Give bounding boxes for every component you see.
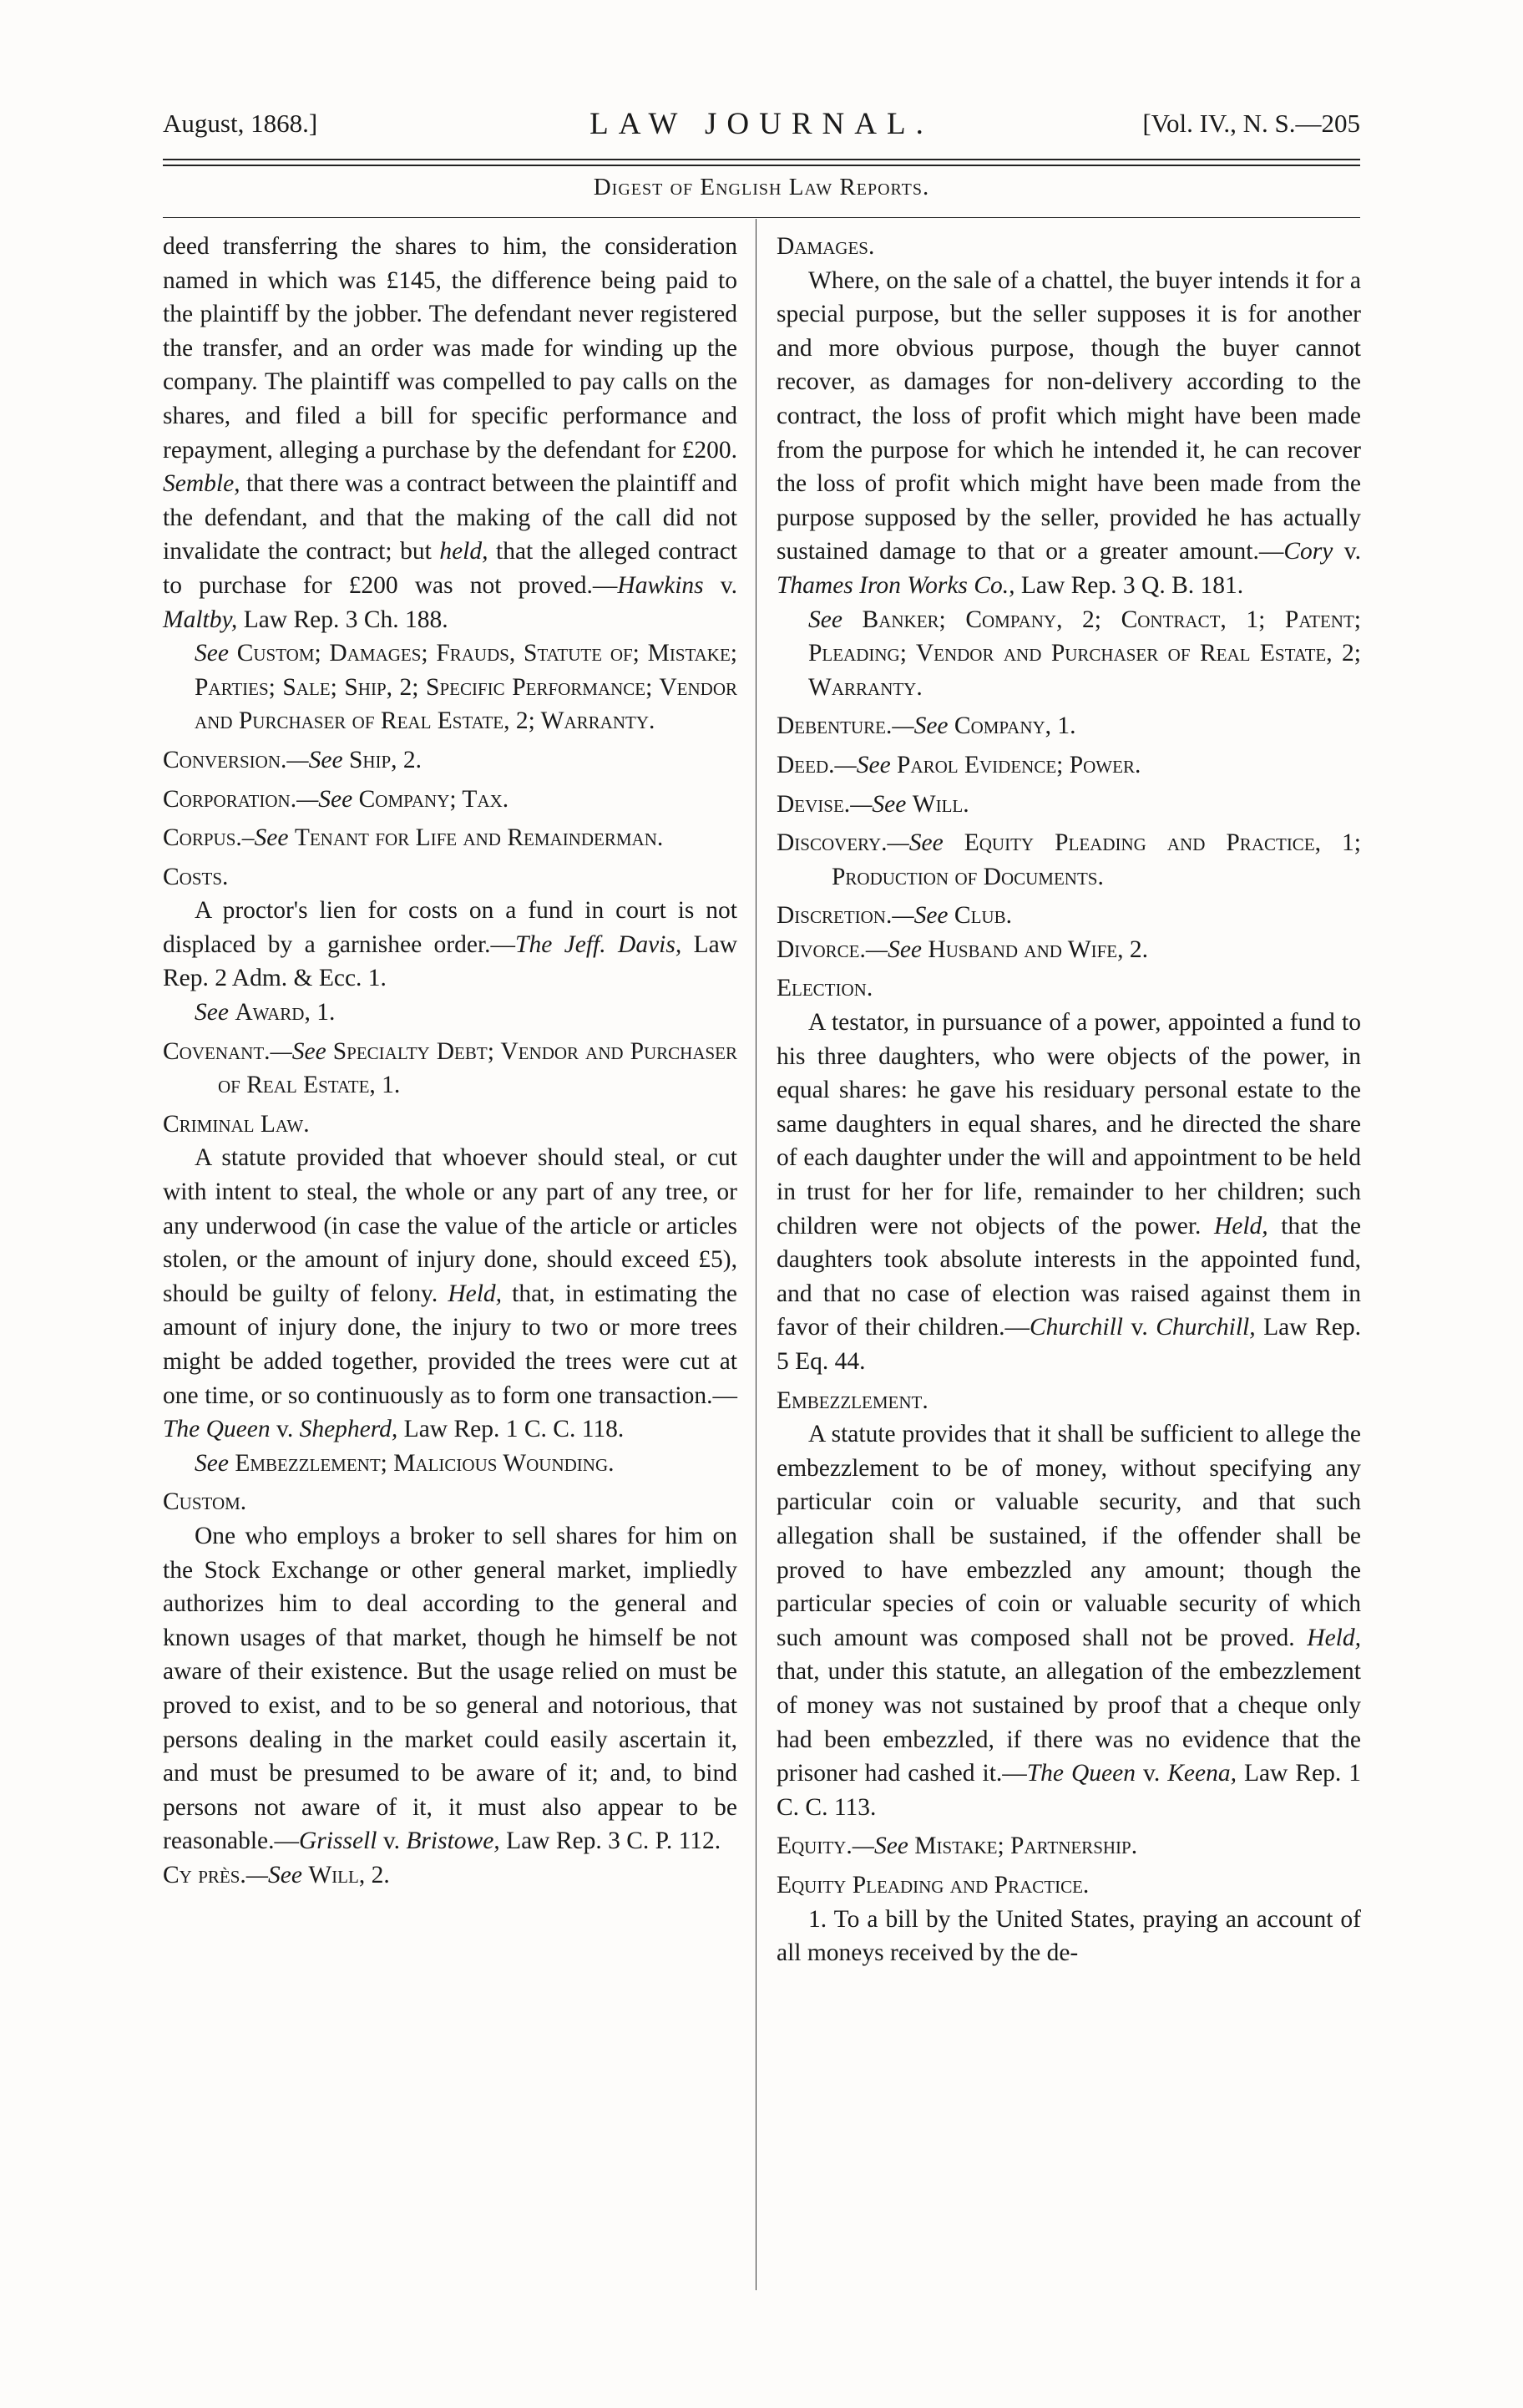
heading-election: Election. bbox=[777, 975, 873, 1002]
custom-paragraph: One who employs a broker to sell shares for him on the Stock Exchange or other general market, impliedly authorizes him to deal according to the general and known usages of that market, though he himself be not aware of their existence. But the usage relied on must be proved to exist, and to be so general and notorious, that persons dealing in the market could easily ascertain it, and must be presumed to be aware of it; and, to bind persons not aware of it, it must also appear to be reasonable.—Grissell v. Bristowe, Law Rep. 3 C. P. 112. bbox=[163, 1522, 737, 1855]
entry-corporation: Corporation.—See Company; Tax. bbox=[163, 785, 509, 813]
election-paragraph: A testator, in pursuance of a power, appointed a fund to his three daughters, who were objects of the power, in equal shares: he gave his residuary personal estate to the same daughters in equal shares, and he directed the share of each daughter under the will and appointment to be held in trust for her for life, remainder to her children; such children were not objects of the power. Held, that the daughters took absolute interests in the appointed fund, and that no case of election was raised against them in favor of their children.—Churchill v. Churchill, Law Rep. 5 Eq. 44. bbox=[777, 1009, 1362, 1375]
entry-covenant: Covenant.—See Specialty Debt; Vendor and Purchaser of Real Estate, 1. bbox=[163, 1037, 738, 1099]
header-volume-page: [Vol. IV., N. S.—205 bbox=[1142, 109, 1360, 138]
embezzlement-paragraph: A statute provides that it shall be sufficient to allege the embezzlement to be of money, without specifying any particular coin or valuable security, and that such allegation shall be sustained, if the offender shall be proved to have embezzled any amount; though the particular species of coin or valuable security of which such amount was composed shall not be proved. Held, that, under this statute, an allegation of the embezzlement of money was not sustained by proof that a cheque only had been embezzled, if there was no evidence that the prisoner had cashed it.—The Queen v. Keena, Law Rep. 1 C. C. 113. bbox=[777, 1421, 1361, 1821]
entry-devise: Devise.—See Will. bbox=[777, 790, 969, 818]
heading-embezzlement: Embezzlement. bbox=[777, 1387, 928, 1414]
journal-title: LAW JOURNAL. bbox=[589, 107, 934, 141]
entry-cy-pres: Cy près.—See Will, 2. bbox=[163, 1861, 390, 1888]
heading-damages: Damages. bbox=[777, 233, 875, 260]
damages-see-also: See Banker; Company, 2; Contract, 1; Patent; Pleading; Vendor and Purchaser of Real Estate, 2; Warranty. bbox=[808, 606, 1361, 701]
right-column bbox=[777, 230, 1361, 1970]
entry-discovery: Discovery.—See Equity Pleading and Practice, 1; Production of Documents. bbox=[777, 829, 1362, 890]
equity-pleading-paragraph: 1. To a bill by the United States, praying an account of all moneys received by the de- bbox=[777, 1905, 1361, 1967]
entry-discretion: Discretion.—See Club. bbox=[777, 902, 1012, 930]
entry-debenture: Debenture.—See Company, 1. bbox=[777, 712, 1076, 740]
section-rule bbox=[163, 217, 1360, 218]
heading-custom: Custom. bbox=[163, 1488, 247, 1516]
section-title: Digest of English Law Reports. bbox=[593, 174, 930, 200]
running-header bbox=[163, 109, 1360, 159]
entry-deed: Deed.—See Parol Evidence; Power. bbox=[777, 751, 1141, 778]
heading-criminal-law: Criminal Law. bbox=[163, 1110, 310, 1138]
heading-equity-pleading-practice: Equity Pleading and Practice. bbox=[777, 1871, 1090, 1899]
entry-conversion: Conversion.—See Ship, 2. bbox=[163, 746, 422, 773]
entry-divorce: Divorce.—See Husband and Wife, 2. bbox=[777, 935, 1148, 963]
entry-corpus: Corpus.–See Tenant for Life and Remainderman. bbox=[163, 824, 664, 852]
header-date: August, 1868.] bbox=[163, 109, 318, 138]
see-also-references: See Custom; Damages; Frauds, Statute of; Mistake; Parties; Sale; Ship, 2; Specific Performance; Vendor and Purchaser of Real Estate, 2; Warranty. bbox=[195, 640, 737, 735]
entry-equity: Equity.—See Mistake; Partnership. bbox=[777, 1833, 1138, 1860]
criminal-law-see-also: See Embezzlement; Malicious Wounding. bbox=[195, 1449, 615, 1477]
continued-paragraph: deed transferring the shares to him, the consideration named in which was £145, the difference being paid to the plaintiff by the jobber. The defendant never registered the transfer, and an order was made for winding up the company. The plaintiff was compelled to pay calls on the shares, and filed a bill for specific performance and repayment, alleging a purchase by the defendant for £200. Semble, that there was a contract between the plaintiff and the defendant, and that the making of the call did not invalidate the contract; but held, that the alleged contract to purchase for £200 was not proved.—Hawkins v. Maltby, Law Rep. 3 Ch. 188. bbox=[163, 233, 737, 633]
header-double-rule bbox=[163, 159, 1360, 166]
costs-see-also: See Award, 1. bbox=[195, 999, 336, 1027]
criminal-law-paragraph: A statute provided that whoever should steal, or cut with intent to steal, the whole or any part of any tree, or any underwood (in case the value of the article or articles stolen, or the amount of injury done, should exceed £5), should be guilty of felony. Held, that, in estimating the amount of injury done, the injury to two or more trees might be added together, provided the trees were cut at one time, or so continuously as to form one transaction.—The Queen v. Shepherd, Law Rep. 1 C. C. 118. bbox=[163, 1144, 738, 1443]
left-column bbox=[163, 230, 737, 1893]
heading-costs: Costs. bbox=[163, 863, 229, 890]
costs-paragraph: A proctor's lien for costs on a fund in court is not displaced by a garnishee order.—The Jeff. Davis, Law Rep. 2 Adm. & Ecc. 1. bbox=[163, 897, 738, 992]
damages-paragraph: Where, on the sale of a chattel, the buyer intends it for a special purpose, but the seller supposes it is for another and more obvious purpose, though the buyer cannot recover, as damages for non-delivery according to the contract, the loss of profit which might have been made from the purpose for which he intended it, he can recover the loss of profit which might have been made from the purpose supposed by the seller, provided he has actually sustained damage to that or a greater amount.—Cory v. Thames Iron Works Co., Law Rep. 3 Q. B. 181. bbox=[777, 266, 1361, 599]
